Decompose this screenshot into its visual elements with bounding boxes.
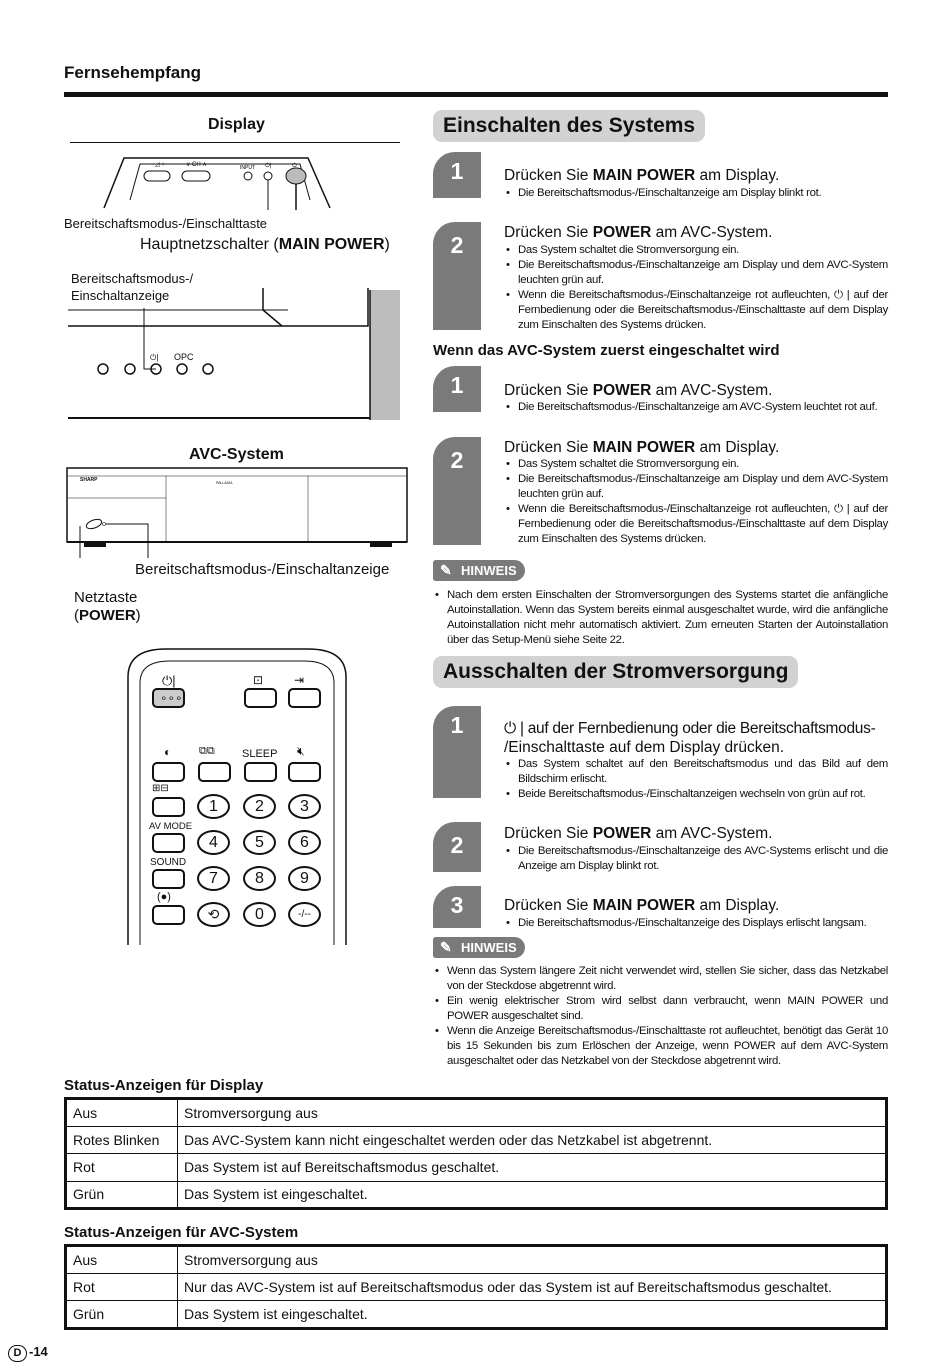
- hinweis-badge-1: [433, 560, 525, 581]
- einschalten-step-1-bullets: [504, 186, 888, 201]
- netz-label-2-pre: (: [74, 607, 79, 624]
- einschalten-step-1-heading: [504, 167, 779, 185]
- surround-icon: (●): [157, 891, 171, 903]
- list-item: • Das System schaltet die Stromversorgung ein.: [504, 457, 888, 472]
- list-item: • Das System schaltet auf den Bereitschaftsmodus und das Bild auf dem Bildschirm erlischt.: [504, 757, 888, 787]
- status-display-title: Status-Anzeigen für Display: [64, 1077, 264, 1094]
- remote-num-3[interactable]: 3: [288, 794, 321, 819]
- einschalten-step-1-number: 1: [433, 152, 481, 198]
- einschalten-b-step-1-number: 1: [433, 366, 481, 412]
- paperclip-icon: ✎: [440, 562, 452, 578]
- avc-system-illustration: [66, 466, 410, 558]
- picture-icon: ◐: [164, 745, 172, 759]
- einschalten-b-step-2-bold: MAIN POWER: [592, 439, 696, 456]
- table-cell: Rot: [66, 1154, 178, 1182]
- netz-label-2: [74, 607, 141, 624]
- ausschalten-step-2-pre: Drücken Sie: [504, 825, 593, 842]
- remote-freeze-button[interactable]: [152, 797, 185, 817]
- ausschalten-title: Ausschalten der Stromversorgung: [433, 656, 798, 688]
- einschalten-step-2-post: am AVC-System.: [651, 224, 773, 241]
- list-item: • Die Bereitschaftsmodus-/Einschaltanzeige am Display und dem AVC-System leuchten grün auf.: [504, 472, 888, 502]
- table-cell: Das System ist eingeschaltet.: [178, 1301, 887, 1329]
- einschalten-step-2-number: 2: [433, 222, 481, 330]
- netz-label-1: Netztaste: [74, 589, 138, 606]
- ausschalten-step-1-number: 1: [433, 706, 481, 798]
- table-row: [66, 1181, 887, 1209]
- remote-power-button[interactable]: [152, 688, 185, 708]
- remote-sound-button[interactable]: [152, 869, 185, 889]
- avc-first-subhead: Wenn das AVC-System zuerst eingeschaltet wird: [433, 342, 780, 359]
- ausschalten-step-2-post: am AVC-System.: [651, 825, 773, 842]
- table-row: [66, 1273, 887, 1301]
- einschalten-title: Einschalten des Systems: [433, 110, 705, 142]
- ausschalten-step-1-line-2: /Einschalttaste auf dem Display drücken.: [504, 739, 784, 756]
- svg-text:⏻: ⏻: [292, 163, 297, 169]
- main-power-label-pre: Hauptnetzschalter (: [140, 236, 279, 253]
- avc-brand: SHARP: [80, 477, 98, 483]
- status-display-table: [64, 1097, 888, 1210]
- list-item: • Beide Bereitschaftsmodus-/Einschaltanzeigen wechseln von grün auf rot.: [504, 787, 888, 802]
- list-item: • Ein wenig elektrischer Strom wird selbst dann verbraucht, wenn MAIN POWER und POWER ausgeschaltet sind.: [433, 994, 888, 1024]
- hinweis-badge-2: [433, 937, 525, 958]
- teletext-icon: ⊡: [253, 673, 264, 687]
- svg-text:INPUT: INPUT: [240, 165, 255, 171]
- einschalten-b-step-1-pre: Drücken Sie: [504, 382, 593, 399]
- avc-title: AVC-System: [189, 446, 284, 463]
- svg-text:⏻|: ⏻|: [265, 163, 272, 169]
- table-cell: Aus: [66, 1099, 178, 1127]
- power-icon: ⏻|: [162, 673, 176, 688]
- status-avc-title: Status-Anzeigen für AVC-System: [64, 1224, 299, 1241]
- remote-num-4[interactable]: 4: [197, 830, 230, 855]
- list-item: • Die Bereitschaftsmodus-/Einschaltanzeige am Display und dem AVC-System leuchten grün auf.: [504, 258, 888, 288]
- ausschalten-step-3-bold: MAIN POWER: [592, 897, 696, 914]
- main-power-label-post: ): [384, 236, 390, 253]
- display-panel-illustration: [100, 150, 340, 210]
- table-cell: Das AVC-System kann nicht eingeschaltet werden oder das Netzkabel ist abgetrennt.: [178, 1126, 887, 1154]
- avc-indicator-label: Bereitschaftsmodus-/Einschaltanzeige: [135, 561, 390, 578]
- pip-icon: ⧉⧉: [199, 745, 215, 757]
- remote-num-6[interactable]: 6: [288, 830, 321, 855]
- sleep-label: SLEEP: [242, 748, 278, 760]
- input-icon: ⇥: [294, 673, 305, 687]
- table-cell: Nur das AVC-System ist auf Bereitschaftsmodus oder das System ist auf Bereitschaftsmodus geschaltet.: [178, 1273, 887, 1301]
- table-cell: Grün: [66, 1301, 178, 1329]
- region-badge: D: [8, 1345, 27, 1362]
- header-rule: [64, 92, 888, 97]
- table-cell: Grün: [66, 1181, 178, 1209]
- remote-num-2[interactable]: 2: [243, 794, 276, 819]
- ausschalten-step-3-number: 3: [433, 886, 481, 928]
- ausschalten-step-1-line-1: ⏻ | auf der Fernbedienung oder die Bereitschaftsmodus-: [504, 720, 876, 737]
- remote-num-8[interactable]: 8: [243, 866, 276, 891]
- svg-text:∨ CH ∧: ∨ CH ∧: [186, 162, 207, 168]
- indicator-label-2: Einschaltanzeige: [71, 288, 170, 303]
- remote-av-mode-button[interactable]: [152, 833, 185, 853]
- table-cell: Aus: [66, 1246, 178, 1274]
- table-row: [66, 1246, 887, 1274]
- hinweis-badge-1-label: HINWEIS: [461, 563, 517, 578]
- list-item: • Die Bereitschaftsmodus-/Einschaltanzeige am AVC-System leuchtet rot auf.: [504, 400, 888, 415]
- list-item: • Die Bereitschaftsmodus-/Einschaltanzeige des Displays erlischt langsam.: [504, 916, 888, 931]
- list-item: • Nach dem ersten Einschalten der Stromversorgungen des Systems startet die anfängliche Autoinstallation. Wenn das System bereits einmal ausgeschaltet wurde, wird die anfängliche Autoinstallation nicht mehr automatisch aktiviert. Zum erneuten Starten der Autoinstallation über das Setup-Menü siehe Seite 22.: [433, 588, 888, 648]
- ausschalten-step-2-bullets: [504, 844, 888, 874]
- einschalten-b-step-1-bullets: [504, 400, 888, 415]
- table-cell: Stromversorgung aus: [178, 1246, 887, 1274]
- indicator-label-1: Bereitschaftsmodus-/: [71, 271, 194, 286]
- paperclip-icon: ✎: [440, 939, 452, 955]
- netz-label-2-bold: POWER: [79, 607, 136, 624]
- main-power-label: [140, 236, 390, 254]
- remote-surround-button[interactable]: [152, 905, 185, 925]
- table-cell: Das System ist auf Bereitschaftsmodus geschaltet.: [178, 1154, 887, 1182]
- ausschalten-step-3-post: am Display.: [695, 897, 780, 914]
- freeze-icon: ⊞⊟: [152, 783, 169, 794]
- list-item: • Die Bereitschaftsmodus-/Einschaltanzeige am Display blinkt rot.: [504, 186, 888, 201]
- page-number-text: -14: [29, 1344, 48, 1359]
- remote-num-9[interactable]: 9: [288, 866, 321, 891]
- list-item: • Wenn die Anzeige Bereitschaftsmodus-/Einschalttaste rot aufleuchtet, benötigt das Gerät 10 bis 15 Sekunden bis zum Erlöschen der Anzeige, wenn POWER auf dem AVC-System ausgeschaltet oder das Netzkabel von der Steckdose abgetrennt wird.: [433, 1024, 888, 1069]
- hinweis-2-list: [433, 964, 888, 1069]
- einschalten-step-2-bullets: [504, 243, 888, 333]
- ausschalten-step-2-bold: POWER: [592, 825, 652, 842]
- sound-label: SOUND: [150, 857, 187, 868]
- remote-sleep-button[interactable]: [244, 762, 277, 782]
- table-row: [66, 1154, 887, 1182]
- remote-pip-button[interactable]: [198, 762, 231, 782]
- status-avc-table: [64, 1244, 888, 1330]
- einschalten-step-2-pre: Drücken Sie: [504, 224, 593, 241]
- list-item: • Wenn das System längere Zeit nicht verwendet wird, stellen Sie sicher, dass das Netzkabel von der Steckdose abgetrennt wird.: [433, 964, 888, 994]
- av-mode-label: AV MODE: [149, 821, 193, 832]
- remote-flashback-button[interactable]: [197, 902, 230, 927]
- ausschalten-step-3-bullets: [504, 916, 888, 931]
- netz-label-2-post: ): [135, 607, 141, 624]
- section-title: Fernsehempfang: [64, 63, 201, 82]
- display-bezel-illustration: [68, 288, 402, 422]
- einschalten-b-step-2-number: 2: [433, 437, 481, 545]
- einschalten-b-step-2-heading: [504, 439, 779, 457]
- einschalten-b-step-2-post: am Display.: [695, 439, 780, 456]
- remote-num-1[interactable]: 1: [197, 794, 230, 819]
- hinweis-1-list: [433, 588, 888, 648]
- ausschalten-step-1-bullets: [504, 757, 888, 802]
- einschalten-step-2-heading: [504, 224, 772, 242]
- ausschalten-step-2-heading: [504, 825, 772, 843]
- opc-label: OPC: [174, 352, 194, 362]
- einschalten-b-step-1-post: am AVC-System.: [651, 382, 773, 399]
- table-row: [66, 1126, 887, 1154]
- mute-icon: 🔇︎: [297, 744, 305, 758]
- svg-text:⏻|: ⏻|: [150, 353, 159, 362]
- remote-num-5[interactable]: 5: [243, 830, 276, 855]
- einschalten-b-step-2-bullets: [504, 457, 888, 547]
- list-item: • Das System schaltet die Stromversorgung ein.: [504, 243, 888, 258]
- display-title: Display: [208, 116, 265, 133]
- einschalten-b-step-1-heading: [504, 382, 772, 400]
- remote-mute-button[interactable]: [288, 762, 321, 782]
- flashback-icon: ⟲: [207, 906, 220, 922]
- remote-input-button[interactable]: [288, 688, 321, 708]
- einschalten-step-1-pre: Drücken Sie: [504, 167, 593, 184]
- table-cell: Rot: [66, 1273, 178, 1301]
- table-row: [66, 1099, 887, 1127]
- ausschalten-step-2-number: 2: [433, 822, 481, 872]
- main-power-label-bold: MAIN POWER: [278, 236, 385, 253]
- table-cell: Rotes Blinken: [66, 1126, 178, 1154]
- remote-dash-button[interactable]: -/--: [288, 902, 321, 927]
- list-item: • Wenn die Bereitschaftsmodus-/Einschaltanzeige rot aufleuchten, ⏻ | auf der Fernbedienung oder die Bereitschaftsmodus-/Einschalttaste auf dem Display zum Einschalten des Systems drücken.: [504, 502, 888, 547]
- hinweis-badge-2-label: HINWEIS: [461, 940, 517, 955]
- einschalten-step-1-post: am Display.: [695, 167, 780, 184]
- svg-text:PALLADIA: PALLADIA: [216, 481, 233, 485]
- einschalten-b-step-1-bold: POWER: [592, 382, 652, 399]
- einschalten-step-2-bold: POWER: [592, 224, 652, 241]
- remote-picture-button[interactable]: [152, 762, 185, 782]
- svg-text:– ◿ +: – ◿ +: [150, 162, 165, 168]
- remote-teletext-button[interactable]: [244, 688, 277, 708]
- power-dots-icon: ∘∘∘: [160, 691, 183, 705]
- list-item: • Wenn die Bereitschaftsmodus-/Einschaltanzeige rot aufleuchten, ⏻ | auf der Fernbedienung oder die Bereitschaftsmodus-/Einschalttaste auf dem Display zum Einschalten des Systems drücken.: [504, 288, 888, 333]
- einschalten-step-1-bold: MAIN POWER: [592, 167, 696, 184]
- table-cell: Das System ist eingeschaltet.: [178, 1181, 887, 1209]
- display-title-rule: [70, 142, 400, 143]
- einschalten-b-step-2-pre: Drücken Sie: [504, 439, 593, 456]
- remote-control: [126, 647, 348, 947]
- list-item: • Die Bereitschaftsmodus-/Einschaltanzeige des AVC-Systems erlischt und die Anzeige am Display blinkt rot.: [504, 844, 888, 874]
- ausschalten-step-3-pre: Drücken Sie: [504, 897, 593, 914]
- remote-num-0[interactable]: 0: [243, 902, 276, 927]
- table-cell: Stromversorgung aus: [178, 1099, 887, 1127]
- table-row: [66, 1301, 887, 1329]
- standby-button-label: Bereitschaftsmodus-/Einschalttaste: [64, 216, 268, 231]
- ausschalten-step-3-heading: [504, 897, 779, 915]
- page-number: [8, 1344, 48, 1362]
- remote-num-7[interactable]: 7: [197, 866, 230, 891]
